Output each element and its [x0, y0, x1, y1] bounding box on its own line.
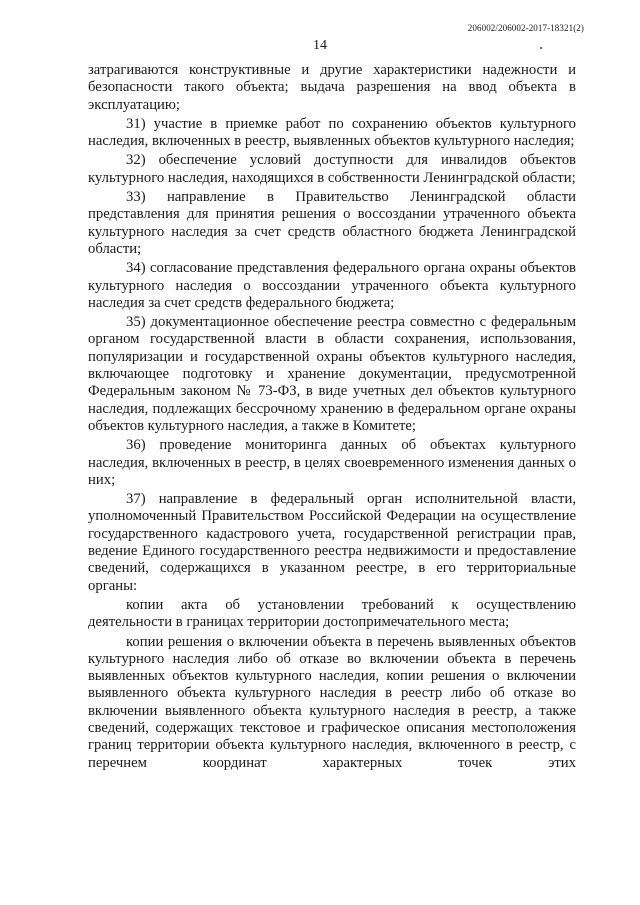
paragraph-item-36: 36) проведение мониторинга данных об объектах культурного наследия, включенных в реестр, в целях своевременного изменения данных о них;	[88, 437, 576, 488]
paragraph-item-31: 31) участие в приемке работ по сохранению объектов культурного наследия, включенных в реестр, выявленных объектов культурного наследия;	[88, 115, 576, 150]
document-body	[88, 62, 576, 774]
paragraph-item-37-act-copies: копии акта об установлении требований к осуществлению деятельности в границах территории достопримечательного места;	[88, 596, 576, 631]
paragraph-item-34: 34) согласование представления федерального органа охраны объектов культурного наследия о воссоздании утраченного объекта культурного наследия за счет средств федерального бюджета;	[88, 260, 576, 311]
paragraph-item-32: 32) обеспечение условий доступности для инвалидов объектов культурного наследия, находящихся в собственности Ленинградской области;	[88, 152, 576, 186]
paragraph-continuation: затрагиваются конструктивные и другие характеристики надежности и безопасности такого объекта; выдача разрешения на ввод объекта в эксплуатацию;	[88, 62, 576, 113]
document-number: 206002/206002-2017-18321(2)	[467, 23, 584, 33]
paragraph-item-37: 37) направление в федеральный орган исполнительной власти, уполномоченный Правительством Российской Федерации на осуществление государственного кадастрового учета, государственной регистрации прав, ведение Единого государственного реестра недвижимости и предоставление сведений, содержащихся в указанном реестре, в его территориальные органы:	[88, 491, 576, 594]
paragraph-item-37-decision-copies: копии решения о включении объекта в перечень выявленных объектов культурного наследия либо об отказе во включении объекта в перечень выявленных объектов культурного наследия, копии решения о включении выявленного объекта культурного наследия в реестр либо об отказе во включении выявленного объекта культурного наследия в реестр, а также сведений, содержащих текстовое и графическое описания местоположения границ территории объекта культурного наследия, включенного в реестр, с перечнем координат характерных точек этих	[88, 633, 576, 771]
paragraph-item-33: 33) направление в Правительство Ленинградской области представления для принятия решения о воссоздании утраченного объекта культурного наследия за счет средств областного бюджета Ленинградской области;	[88, 189, 576, 257]
page-number: 14	[313, 38, 327, 53]
paragraph-item-35: 35) документационное обеспечение реестра совместно с федеральным органом государственной власти в области сохранения, использования, популяризации и государственной охраны объектов культурного наследия, включающее подготовку и хранение документации, предусмотренной Федеральным законом № 73-ФЗ, в виде учетных дел объектов культурного наследия, подлежащих бессрочному хранению в федеральном органе охраны объектов культурного наследия, а также в Комитете;	[88, 314, 576, 434]
scan-speck	[540, 47, 542, 49]
